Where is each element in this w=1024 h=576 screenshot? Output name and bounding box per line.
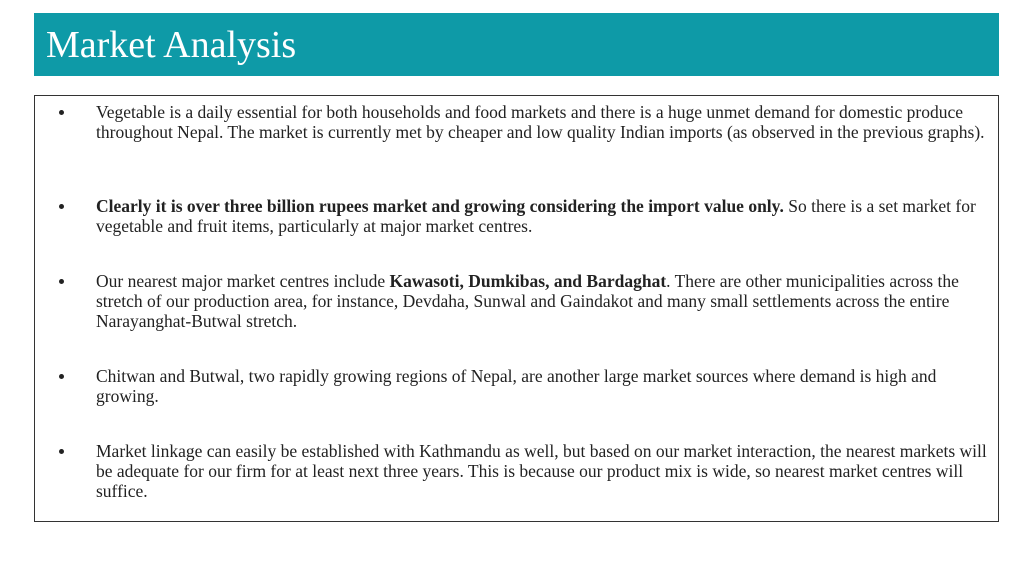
bullet-bold-text: Clearly it is over three billion rupees market and growing considering the import value only. [96, 196, 784, 216]
bullet-body: Market linkage can easily be established with Kathmandu as well, but based on our market interaction, the nearest markets will be adequate for our firm for at least next three years. This is because our product mix is wide, so nearest market centres will suffice. [96, 441, 987, 501]
title-bar [34, 13, 999, 76]
bullet-dot-icon [59, 279, 64, 284]
content-box [34, 95, 999, 522]
bullet-body: Vegetable is a daily essential for both households and food markets and there is a huge unmet demand for domestic produce throughout Nepal. The market is currently met by cheaper and low quality Indian imports (as observed in the previous graphs). [96, 102, 985, 142]
bullet-body: . There are other municipalities across the stretch of our production area, for instance, Devdaha, Sunwal and Gaindakot and many small settlements across the entire Narayanghat-Butwal stretch. [96, 271, 959, 331]
bullet-dot-icon [59, 449, 64, 454]
bullet-item-market-size [35, 196, 998, 236]
bullet-text [96, 366, 990, 406]
bullet-item-vegetable-demand [35, 102, 998, 142]
bullet-text [96, 441, 990, 501]
bullet-text [96, 271, 990, 331]
slide-title: Market Analysis [46, 23, 297, 66]
bullet-text [96, 102, 990, 142]
bullet-prefix: Our nearest major market centres include [96, 271, 390, 291]
bullet-item-chitwan-butwal [35, 366, 998, 406]
bullet-dot-icon [59, 204, 64, 209]
bullet-text [96, 196, 990, 236]
bullet-item-market-linkage [35, 441, 998, 501]
bullet-bold-text: Kawasoti, Dumkibas, and Bardaghat [389, 271, 667, 291]
bullet-body: Chitwan and Butwal, two rapidly growing regions of Nepal, are another large market sources where demand is high and growing. [96, 366, 937, 406]
bullet-dot-icon [59, 374, 64, 379]
bullet-item-market-centres [35, 271, 998, 331]
bullet-body: So there is a set market for vegetable and fruit items, particularly at major market centres. [96, 196, 976, 236]
bullet-dot-icon [59, 110, 64, 115]
